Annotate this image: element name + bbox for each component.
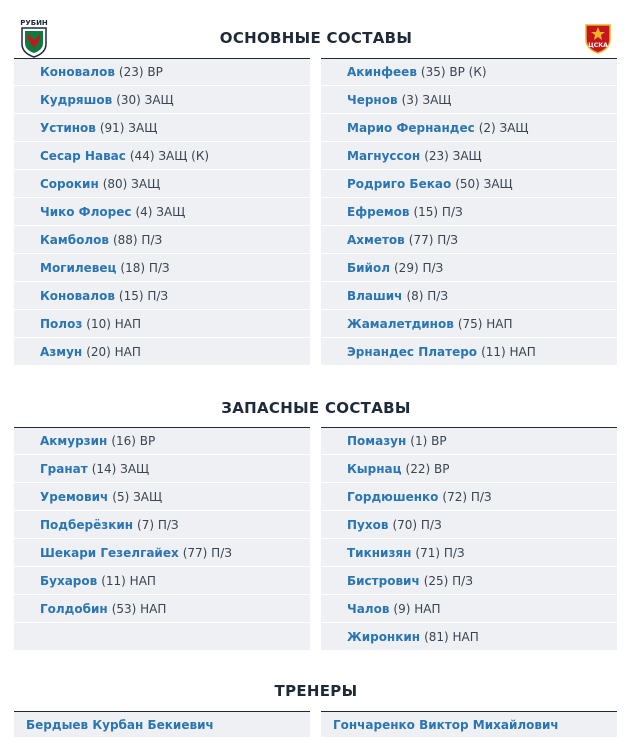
player-number-position: (4) ЗАЩ [135,204,186,219]
player-number-position: (53) НАП [111,601,167,616]
player-row [14,483,310,511]
player-number-position: (9) НАП [393,601,441,616]
player-name-link[interactable]: Бистрович [347,573,420,588]
player-row [14,114,310,142]
player-number-position: (77) П/З [408,232,458,247]
player-number-position: (81) НАП [424,629,479,644]
player-number-position: (23) ЗАЩ [424,148,482,163]
player-name-link[interactable]: Устинов [40,120,96,135]
player-row [14,427,310,455]
player-name-link[interactable]: Бийол [347,260,390,275]
player-number-position: (15) П/З [413,204,463,219]
player-name-link[interactable]: Марио Фернандес [347,120,475,135]
main-lineups-title: ОСНОВНЫЕ СОСТАВЫ [219,29,413,47]
player-row [14,310,310,338]
player-name-link[interactable]: Голдобин [40,601,108,616]
player-row [14,567,310,595]
player-name-link[interactable]: Чернов [347,92,398,107]
player-name-link[interactable]: Пухов [347,517,389,532]
player-row [14,539,310,567]
player-number-position: (7) П/З [137,517,179,532]
player-row [321,455,617,483]
main-home-list [14,58,310,366]
player-name-link[interactable]: Сорокин [40,176,99,191]
player-number-position: (72) П/З [442,489,492,504]
player-number-position: (35) ВР (К) [420,65,487,79]
player-row [14,282,310,310]
player-row [14,198,310,226]
player-name-link[interactable]: Подберёзкин [40,517,134,532]
player-number-position: (20) НАП [86,344,141,359]
player-name-link[interactable]: Эрнандес Платеро [347,344,478,359]
player-row [14,254,310,282]
player-name-link[interactable]: Гордюшенко [347,489,439,504]
player-number-position: (1) ВР [410,434,447,448]
player-row [321,226,617,254]
player-number-position: (23) ВР [118,65,163,79]
player-number-position: (2) ЗАЩ [478,120,529,135]
coach-home [14,711,310,737]
player-name-link[interactable]: Ахметов [347,232,405,247]
player-row [14,455,310,483]
player-name-link[interactable]: Родриго Бекао [347,176,452,191]
player-number-position: (80) ЗАЩ [102,176,161,191]
coach-away [321,711,617,737]
player-name-link[interactable]: Чалов [347,601,390,616]
svg-text:ЦСКА: ЦСКА [588,42,608,49]
player-name-link[interactable]: Жиронкин [347,629,421,644]
subs-title: ЗАПАСНЫЕ СОСТАВЫ [221,399,411,417]
empty-row [14,623,310,651]
player-name-link[interactable]: Коновалов [40,65,115,79]
player-row [14,58,310,86]
player-row [321,198,617,226]
player-row [321,254,617,282]
coach-away-name[interactable]: Гончаренко Виктор Михайлович [321,711,617,737]
player-row [321,282,617,310]
player-row [321,539,617,567]
player-number-position: (11) НАП [481,344,536,359]
player-row [321,114,617,142]
player-name-link[interactable]: Коновалов [40,288,115,303]
player-name-link[interactable]: Сесар Навас [40,148,126,163]
player-row [321,511,617,539]
player-name-link[interactable]: Кырнац [347,461,402,476]
player-number-position: (15) П/З [118,288,169,303]
player-name-link[interactable]: Жамалетдинов [347,316,454,331]
player-name-link[interactable]: Шекари Гезелгайех [40,545,179,560]
player-number-position: (44) ЗАЩ (К) [129,148,210,163]
player-row [321,310,617,338]
player-row [14,595,310,623]
player-row [321,623,617,651]
player-number-position: (14) ЗАЩ [91,461,150,476]
player-row [14,511,310,539]
player-number-position: (11) НАП [101,573,156,588]
subs-away-list [321,427,617,651]
player-name-link[interactable]: Камболов [40,232,109,247]
player-row [321,86,617,114]
player-name-link[interactable]: Азмун [40,344,83,359]
player-row [14,142,310,170]
player-number-position: (29) П/З [394,260,444,275]
player-name-link[interactable]: Уремович [40,489,109,504]
player-number-position: (25) П/З [423,573,473,588]
player-name-link[interactable]: Ефремов [347,204,410,219]
player-number-position: (70) П/З [392,517,442,532]
player-row [321,338,617,366]
player-name-link[interactable]: Могилевец [40,260,117,275]
player-row [321,483,617,511]
player-row [14,86,310,114]
player-name-link[interactable]: Полоз [40,316,83,331]
main-away-list [321,58,617,366]
player-number-position: (18) П/З [120,260,170,275]
player-name-link[interactable]: Магнуссон [347,148,421,163]
player-name-link[interactable]: Бухаров [40,573,98,588]
player-row [14,226,310,254]
svg-text:РУБИН: РУБИН [20,19,48,27]
player-number-position: (88) П/З [112,232,163,247]
player-number-position: (75) НАП [457,316,513,331]
player-row [321,170,617,198]
player-number-position: (77) П/З [182,545,232,560]
player-number-position: (5) ЗАЩ [112,489,163,504]
player-number-position: (3) ЗАЩ [401,92,452,107]
player-name-link[interactable]: Акинфеев [347,65,417,79]
player-number-position: (22) ВР [405,461,450,476]
player-name-link[interactable]: Кудряшов [40,92,113,107]
player-number-position: (50) ЗАЩ [455,176,513,191]
player-number-position: (71) П/З [415,545,465,560]
player-name-link[interactable]: Чико Флорес [40,204,132,219]
player-row [321,142,617,170]
player-row [14,170,310,198]
player-number-position: (91) ЗАЩ [99,120,158,135]
player-name-link[interactable]: Влашич [347,288,403,303]
player-row [321,567,617,595]
player-name-link[interactable]: Акмурзин [40,434,108,448]
player-row [321,427,617,455]
player-number-position: (30) ЗАЩ [116,92,174,107]
player-name-link[interactable]: Гранат [40,461,88,476]
player-row [321,58,617,86]
player-number-position: (10) НАП [86,316,141,331]
coach-home-name[interactable]: Бердыев Курбан Бекиевич [14,711,310,737]
player-row [14,338,310,366]
player-name-link[interactable]: Помазун [347,434,407,448]
subs-home-list [14,427,310,651]
coaches-title: ТРЕНЕРЫ [274,682,358,700]
player-number-position: (16) ВР [111,434,156,448]
player-row [321,595,617,623]
player-number-position: (8) П/З [406,288,449,303]
player-name-link[interactable]: Тикнизян [347,545,412,560]
